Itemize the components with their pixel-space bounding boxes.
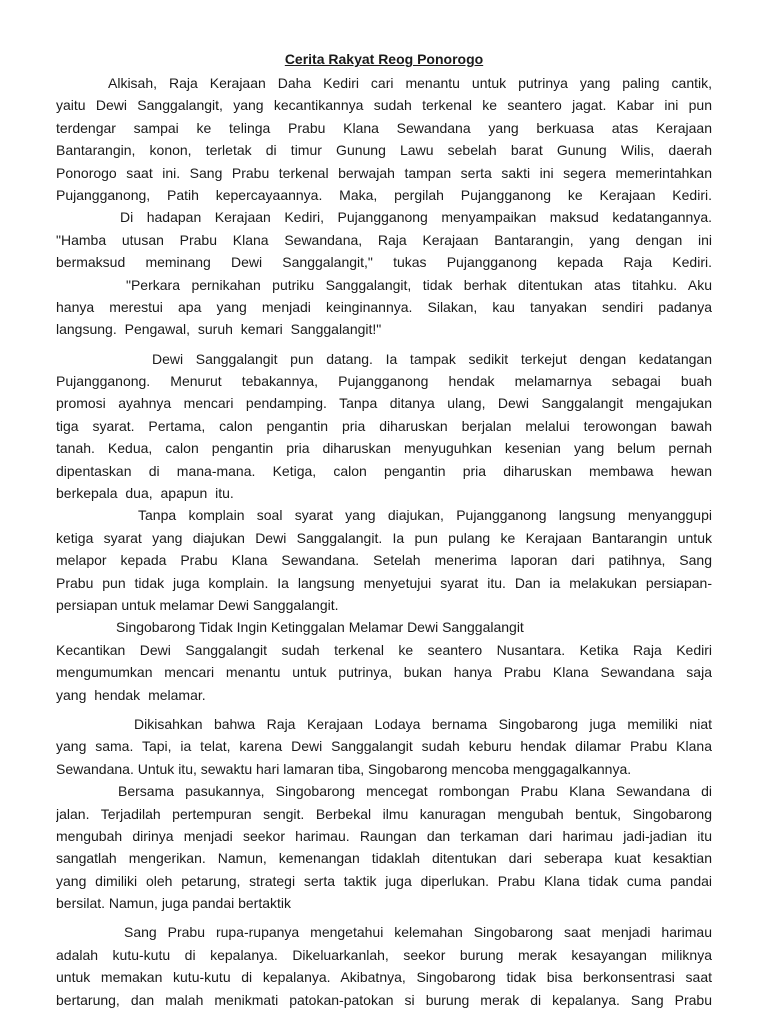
text-line: Di hadapan Kerajaan Kediri, Pujangganong menyampaikan maksud kedatangannya. (120, 209, 712, 226)
text-line: "Perkara pernikahan putriku Sanggalangit, tidak berhak ditentukan atas titahku. Aku (126, 276, 712, 293)
text-line: Sewandana. Untuk itu, sewaktu hari lamaran tiba, Singobarong mencoba menggagalkannya. (56, 760, 632, 777)
text-line: persiapan untuk melamar Dewi Sanggalangit. (56, 596, 339, 613)
text-line: bermaksud meminang Dewi Sanggalangit," tukas Pujangganong kepada Raja Kediri. (56, 254, 712, 271)
text-line: promosi ayahnya mencari pendamping. Tanpa ditanya ulang, Dewi Sanggalangit mengajukan (56, 395, 712, 412)
text-line: tiga syarat. Pertama, calon pengantin pria diharuskan berjalan melalui terowongan bawah (56, 417, 712, 434)
text-line: yaitu Dewi Sanggalangit, yang kecantikannya sudah terkenal ke seantero jagat. Kabar ini pun (56, 97, 712, 114)
text-line: terdengar sampai ke telinga Prabu Klana Sewandana yang berkuasa atas Kerajaan (56, 119, 712, 136)
text-line: Sang Prabu rupa-rupanya mengetahui kelemahan Singobarong saat menjadi harimau (124, 924, 712, 941)
text-line: Bantarangin, konon, terletak di timur Gunung Lawu sebelah barat Gunung Wilis, daerah (56, 142, 712, 159)
text-line: bersilat. Namun, juga pandai bertaktik (56, 895, 292, 912)
text-line: hanya merestui apa yang menjadi keinginannya. Silakan, kau tanyakan sendiri padanya (56, 298, 712, 315)
text-line: Tanpa komplain soal syarat yang diajukan, Pujangganong langsung menyanggupi (138, 507, 712, 524)
text-line: adalah kutu-kutu di kepalanya. Dikeluarkanlah, seekor burung merak kesayangan miliknya (56, 946, 712, 963)
text-line: Ponorogo saat ini. Sang Prabu terkenal berwajah tampan serta sakti ini segera memerintahkan (56, 164, 712, 181)
text-line: bertarung, dan malah menikmati patokan-patokan si burung merak di kepalanya. Sang Prabu (56, 991, 712, 1008)
text-line: mengubah dirinya menjadi seekor harimau. Raungan dan terkaman dari harimau jadi-jadian itu (56, 827, 712, 844)
paragraph-gap (56, 706, 712, 713)
text-line: yang hendak melamar. (56, 686, 206, 703)
text-line: Prabu pun tidak juga komplain. Ia langsung menyetujui syarat itu. Dan ia melakukan persiapan- (56, 574, 712, 591)
text-line: dipentaskan di mana-mana. Ketiga, calon pengantin pria diharuskan membawa hewan (56, 462, 712, 479)
text-line: Alkisah, Raja Kerajaan Daha Kediri cari menantu untuk putrinya yang paling cantik, (108, 75, 712, 91)
text-line: "Hamba utusan Prabu Klana Sewandana, Raja Kerajaan Bantarangin, yang dengan ini (56, 231, 712, 248)
text-line: Dikisahkan bahwa Raja Kerajaan Lodaya bernama Singobarong juga memiliki niat (134, 715, 712, 732)
text-line: melapor kepada Prabu Klana Sewandana. Setelah menerima laporan dari patihnya, Sang (56, 552, 712, 569)
text-line: Pujangganong, Patih kepercayaannya. Maka, pergilah Pujangganong ke Kerajaan Kediri. (56, 186, 712, 203)
paragraph-gap (56, 914, 712, 921)
text-line: yang dimiliki oleh petarung, strategi serta taktik juga diperlukan. Prabu Klana tidak cuma pandai (56, 872, 712, 889)
text-line: Dewi Sanggalangit pun datang. Ia tampak sedikit terkejut dengan kedatangan (152, 350, 712, 367)
document-title: Cerita Rakyat Reog Ponorogo (284, 51, 484, 67)
section-subheading: Singobarong Tidak Ingin Ketinggalan Melamar Dewi Sanggalangit (116, 619, 524, 636)
text-line: langsung. Pengawal, suruh kemari Sanggalangit!" (56, 321, 382, 338)
paragraph-gap (56, 341, 712, 348)
text-line: berkepala dua, apapun itu. (56, 485, 234, 502)
text-line: tanah. Kedua, calon pengantin pria diharuskan menyuguhkan kesenian yang belum pernah (56, 440, 712, 457)
text-line: Pujangganong. Menurut tebakannya, Pujangganong hendak melamarnya sebagai buah (56, 373, 712, 390)
text-line: mengumumkan mencari menantu untuk putrinya, bukan hanya Prabu Klana Sewandana saja (56, 664, 712, 681)
text-line: untuk memakan kutu-kutu di kepalanya. Akibatnya, Singobarong tidak bisa berkonsentrasi saat (56, 969, 712, 986)
text-line: ketiga syarat yang diajukan Dewi Sanggalangit. Ia pun pulang ke Kerajaan Bantarangin untuk (56, 529, 712, 546)
text-line: jalan. Terjadilah pertempuran sengit. Berbekal ilmu kanuragan mengubah bentuk, Singobarong (56, 805, 712, 822)
text-line: Bersama pasukannya, Singobarong mencegat rombongan Prabu Klana Sewandana di (118, 783, 712, 800)
text-line: sangatlah mengerikan. Namun, kemenangan tidaklah ditentukan dari seberapa kuat kesaktian (56, 850, 712, 867)
text-line: yang sama. Tapi, ia telat, karena Dewi Sanggalangit sudah keburu hendak dilamar Prabu Klana (56, 738, 712, 755)
text-line: Kecantikan Dewi Sanggalangit sudah terkenal ke seantero Nusantara. Ketika Raja Kediri (56, 641, 712, 658)
document-body (56, 72, 712, 1011)
